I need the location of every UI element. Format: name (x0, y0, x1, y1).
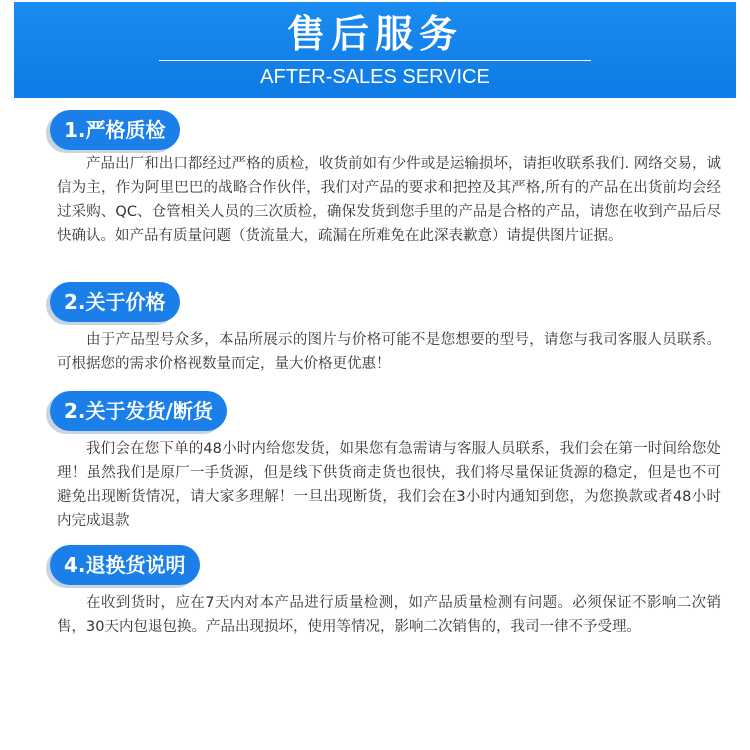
section-body-shipping-stock: 我们会在您下单的48小时内给您发货，如果您有急需请与客服人员联系，我们会在第一时间给您处理！虽然我们是原厂一手货源，但是线下供货商走货也很快，我们将尽量保证货源的稳定，但是也不可避免出现断货情况，请大家多理解！一旦出现断货，我们会在3小时内通知到您，为您换款或者48小时内完成退款 (57, 441, 721, 529)
section-body-quality-inspection: 产品出厂和出口都经过严格的质检，收货前如有少件或是运输损坏，请拒收联系我们. 网络交易，诚信为主，作为阿里巴巴的战略合作伙伴，我们对产品的要求和把控及其严格,所有的产品在出货前均会经过采购、QC、仓管相关人员的三次质检，确保发货到您手里的产品是合格的产品，请您在收到产品后尽快确认。如产品有质量问题（货流量大，疏漏在所难免在此深表歉意）请提供图片证据。 (57, 156, 721, 244)
page-title: 售后服务 (286, 12, 463, 56)
page-subtitle: AFTER-SALES SERVICE (260, 66, 490, 88)
section-body-pricing: 由于产品型号众多，本品所展示的图片与价格可能不是您想要的型号，请您与我司客服人员联系。可根据您的需求价格视数量而定，量大价格更优惠！ (57, 332, 721, 372)
section-heading-returns: 4.退换货说明 (50, 545, 200, 585)
title-divider (159, 60, 591, 61)
section-body-returns: 在收到货时，应在7天内对本产品进行质量检测，如产品质量检测有问题。必须保证不影响二次销售，30天内包退包换。产品出现损坏，使用等情况，影响二次销售的，我司一律不予受理。 (57, 595, 721, 635)
section-heading-shipping-stock: 2.关于发货/断货 (50, 391, 227, 431)
section-heading-pricing: 2.关于价格 (50, 282, 180, 322)
section-heading-quality-inspection: 1.严格质检 (50, 110, 180, 150)
header-banner (14, 2, 736, 98)
